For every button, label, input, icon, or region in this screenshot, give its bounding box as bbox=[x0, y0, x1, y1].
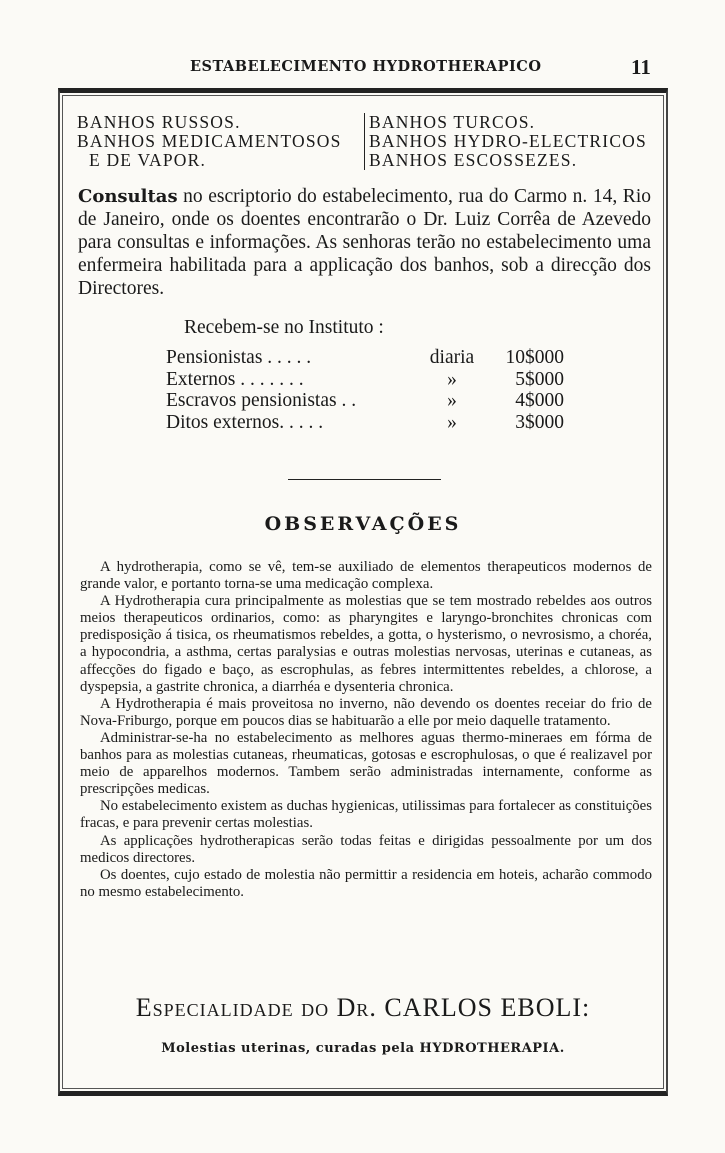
page-number: 11 bbox=[631, 55, 651, 79]
bath-item: BANHOS ESCOSSEZES. bbox=[369, 150, 578, 170]
bath-item: BANHOS TURCOS. bbox=[369, 112, 536, 132]
observacoes-body bbox=[80, 559, 652, 901]
price-row bbox=[166, 369, 566, 391]
price-unit: » bbox=[447, 368, 457, 390]
observacao-paragraph: A Hydrotherapia é mais proveitosa no inverno, não devendo os doentes receiar do frio de Nova-Friburgo, porque em poucos dias se habituarão a elle por meio daquelle tratamento. bbox=[80, 695, 652, 729]
price-label: Pensionistas . . . . . bbox=[166, 347, 312, 368]
bath-item: E DE VAPOR. bbox=[89, 150, 207, 170]
especialidade-heading bbox=[60, 993, 666, 1023]
price-list bbox=[166, 347, 566, 433]
especialidade-suffix: : bbox=[582, 993, 591, 1022]
price-unit: diaria bbox=[429, 347, 475, 368]
observacao-paragraph: Administrar-se-ha no estabelecimento as melhores aguas thermo-mineraes em fórma de banhos para as molestias cutaneas, rheumaticas, gotosas e escrophulosas, o que é realizavel por meio de apparelhos modernos. Tambem serão administradas internamente, conforme as prescripções medicas. bbox=[80, 729, 652, 798]
price-label: Externos . . . . . . . bbox=[166, 368, 304, 390]
price-value: 5$000 bbox=[515, 368, 564, 390]
especialidade-prefix: Especialidade do Dr. bbox=[135, 993, 377, 1022]
bath-types-left bbox=[77, 113, 367, 170]
observacao-paragraph: A Hydrotherapia cura principalmente as molestias que se tem mostrado rebeldes aos outros meios therapeuticos ordinarios, como: as pharyngites e laryngo-bronchites chronicas com predisposição á tisica, os rheumatismos rebeldes, a gotta, o hysterismo, o nevrosismo, a choréa, a hypocondria, a asthma, certas paralysias e outras molestias nervosas, uterinas e cutaneas, as affecções do figado e baço, as escrophulas, as febres intermittentes rebeldes, a chlorose, a dyspepsia, a gastrite chronica, a diarrhéa e dysenteria chronica. bbox=[80, 593, 652, 695]
advertisement-frame bbox=[58, 88, 668, 1096]
consultas-lead: Consultas bbox=[78, 186, 178, 207]
price-row bbox=[166, 412, 566, 434]
bath-item: BANHOS MEDICAMENTOSOS bbox=[77, 131, 342, 151]
consultas-text: no escriptorio do estabelecimento, rua do Carmo n. 14, Rio de Janeiro, onde os doentes encontrarão o Dr. Luiz Corrêa de Azevedo para consultas e informações. As senhoras terão no estabelecimento uma enfermeira habilitada para a applicação dos banhos, sob a direcção dos Directores. bbox=[78, 186, 651, 299]
observacao-paragraph: As applicações hydrotherapicas serão todas feitas e dirigidas pessoalmente por um dos medicos directores. bbox=[80, 832, 652, 866]
consultas-paragraph bbox=[78, 185, 651, 300]
price-unit: » bbox=[447, 390, 457, 411]
price-row bbox=[166, 390, 566, 412]
observacao-paragraph: Os doentes, cujo estado de molestia não permittir a residencia em hoteis, acharão commodo no mesmo estabelecimento. bbox=[80, 866, 652, 900]
price-row bbox=[166, 347, 566, 369]
section-divider bbox=[288, 479, 441, 480]
price-label: Ditos externos. . . . . bbox=[166, 411, 324, 433]
bath-item: BANHOS HYDRO-ELECTRICOS bbox=[369, 131, 647, 151]
especialidade-name: CARLOS EBOLI bbox=[384, 993, 583, 1022]
price-label: Escravos pensionistas . . bbox=[166, 390, 357, 411]
observacoes-title: OBSERVAÇÕES bbox=[264, 513, 462, 535]
price-value: 4$000 bbox=[515, 390, 564, 411]
bath-item: BANHOS RUSSOS. bbox=[77, 112, 241, 132]
price-unit: » bbox=[447, 411, 457, 433]
recebem-heading: Recebem-se no Instituto : bbox=[184, 317, 384, 338]
observacao-paragraph: No estabelecimento existem as duchas hygienicas, utilissimas para fortalecer as constituições fracas, e para prevenir certas molestias. bbox=[80, 798, 652, 832]
observacao-paragraph: A hydrotherapia, como se vê, tem-se auxiliado de elementos therapeuticos modernos de grande valor, e portanto torna-se uma medicação complexa. bbox=[80, 559, 652, 593]
bath-types-right bbox=[364, 113, 669, 170]
running-head bbox=[0, 55, 725, 80]
price-value: 3$000 bbox=[515, 411, 564, 433]
molestias-line: Molestias uterinas, curadas pela HYDROTHERAPIA. bbox=[161, 1041, 565, 1056]
running-title: ESTABELECIMENTO HYDROTHERAPICO bbox=[190, 58, 542, 75]
price-value: 10$000 bbox=[505, 347, 564, 368]
